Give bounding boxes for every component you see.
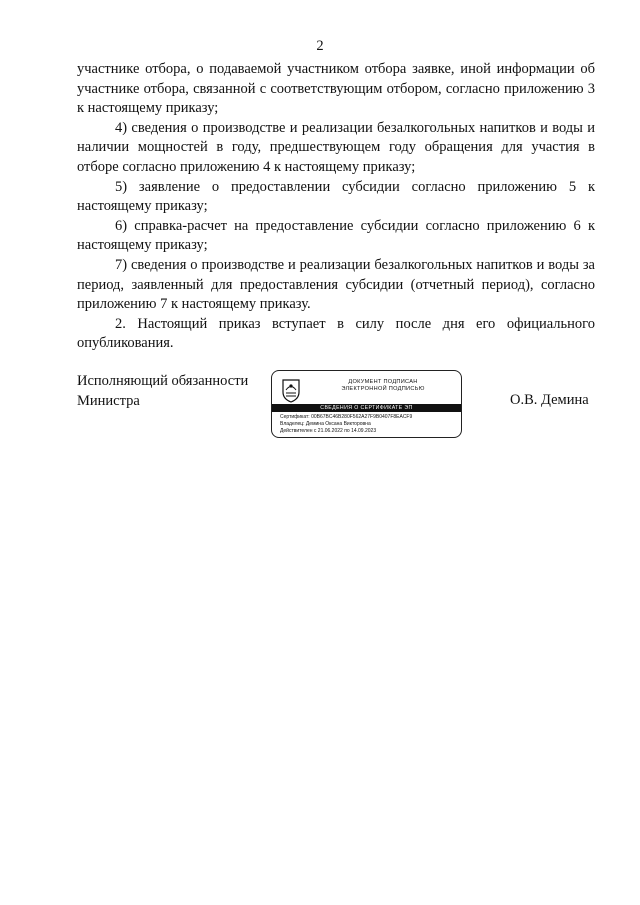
stamp-validity: Действителен с 21.06.2022 по 14.09.2023: [280, 428, 377, 434]
stamp-certificate-number: Сертификат: 00B67BC46B280F562A27F9B0407F8EACF9: [280, 414, 413, 420]
stamp-owner: Владелец: Демина Оксана Викторовна: [280, 421, 371, 427]
signer-name: О.В. Демина: [510, 392, 589, 408]
paragraph-continuation: участнике отбора, о подаваемой участником отбора заявке, иной информации об участнике отбора, связанной с соответствующим отбором, согласно приложению 3 к настоящему приказу;: [77, 61, 595, 117]
paragraph-effective-date: 2. Настоящий приказ вступает в силу после дня его официального опубликования.: [77, 315, 595, 352]
coat-of-arms-icon: [280, 377, 302, 403]
electronic-signature-stamp: [271, 370, 462, 438]
signer-position-line2: Министра: [77, 392, 140, 409]
stamp-details: [280, 414, 412, 435]
document-body: [77, 60, 595, 354]
stamp-header: [308, 379, 458, 393]
stamp-header-line1: ДОКУМЕНТ ПОДПИСАН: [348, 379, 418, 385]
signer-position-line1: Исполняющий обязанности: [77, 373, 249, 389]
page-number: 2: [316, 38, 324, 54]
paragraph-item-5: 5) заявление о предоставлении субсидии согласно приложению 5 к настоящему приказу;: [77, 178, 595, 215]
paragraph-item-4: 4) сведения о производстве и реализации безалкогольных напитков и воды и наличии мощностей в году, предшествующем году обращения для участия в отборе согласно приложению 4 к настоящему приказу;: [77, 119, 595, 175]
signer-position: [77, 372, 248, 411]
paragraph-item-6: 6) справка-расчет на предоставление субсидии согласно приложению 6 к настоящему приказу;: [77, 217, 595, 254]
paragraph-item-7: 7) сведения о производстве и реализации безалкогольных напитков и воды за период, заявленный для предоставления субсидии (отчетный период), согласно приложению 7 к настоящему приказу.: [77, 256, 595, 313]
stamp-header-line2: ЭЛЕКТРОННОЙ ПОДПИСЬЮ: [341, 386, 425, 392]
stamp-certificate-bar: СВЕДЕНИЯ О СЕРТИФИКАТЕ ЭП: [272, 404, 461, 412]
